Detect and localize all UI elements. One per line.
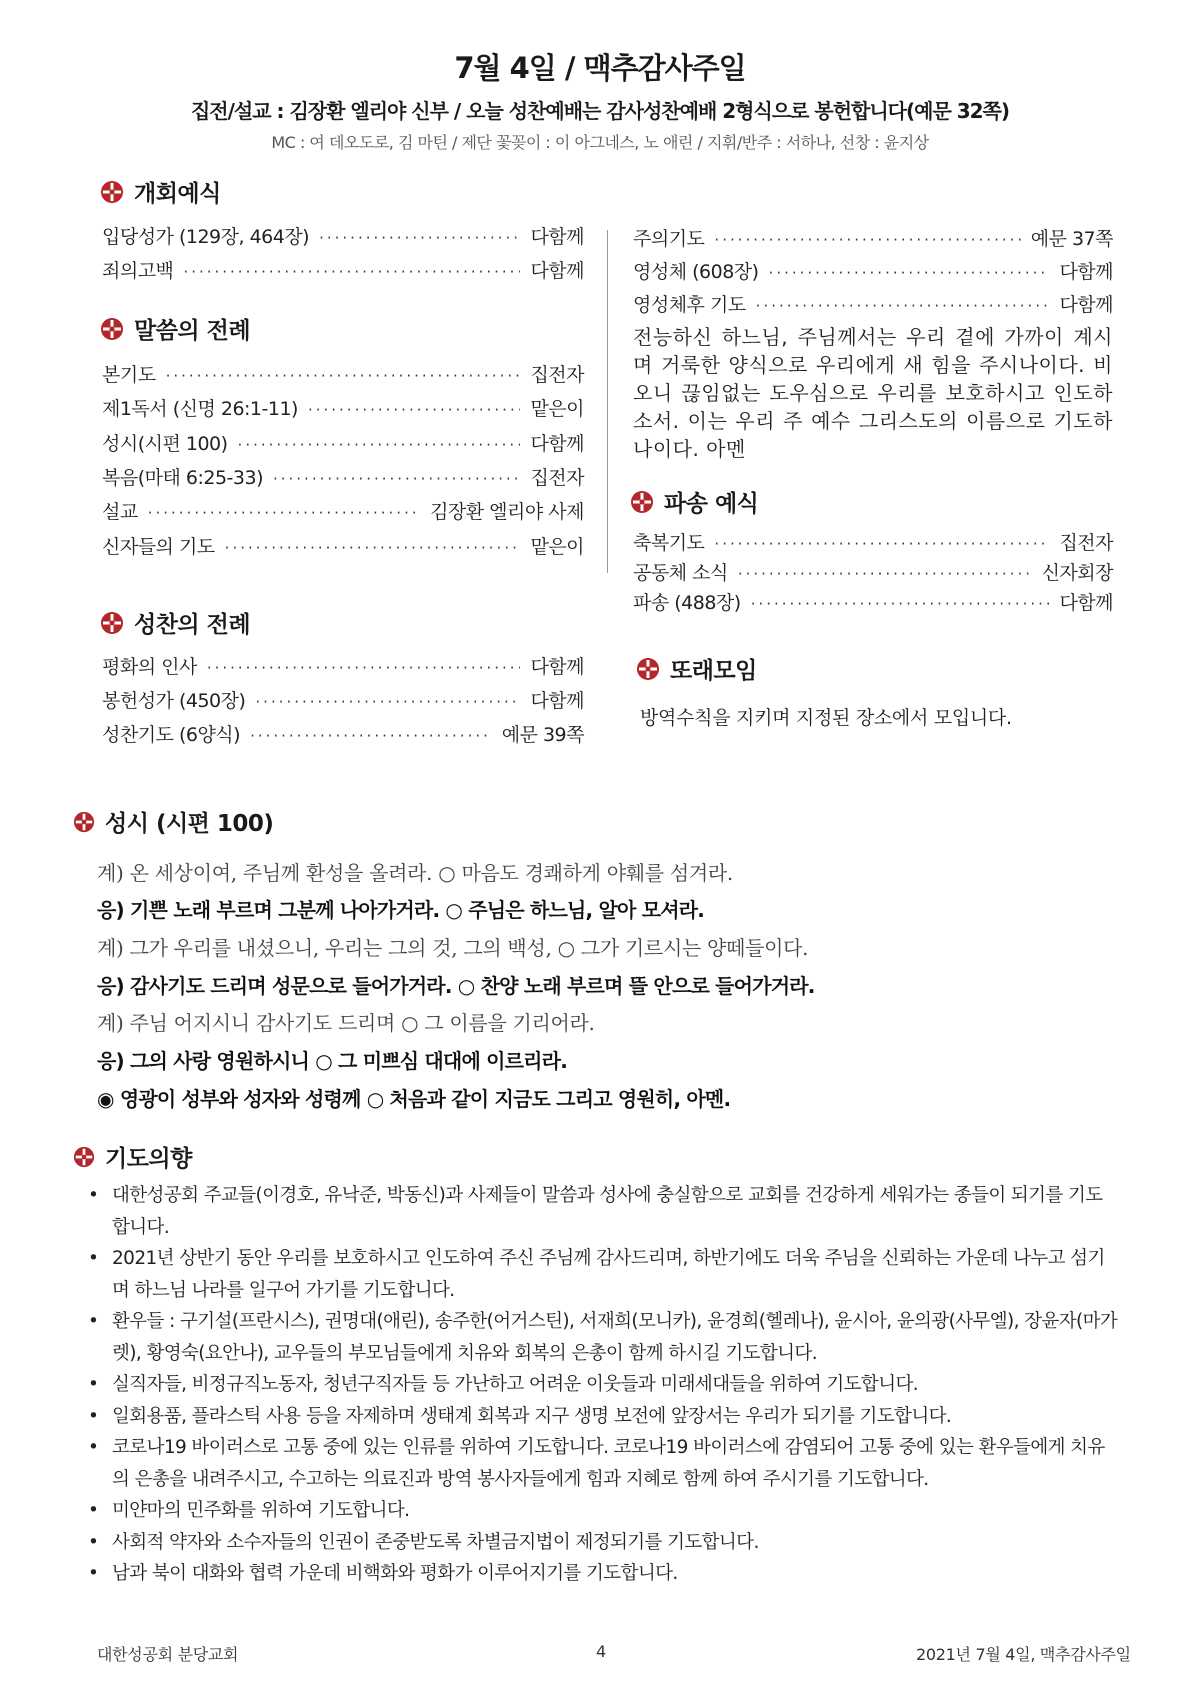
dot-leader bbox=[166, 367, 521, 385]
psalm-line: 응) 기쁜 노래 부르며 그분께 나아가거라. ○ 주님은 하느님, 알아 모셔라. bbox=[97, 898, 705, 922]
service-row bbox=[102, 686, 584, 713]
service-row bbox=[633, 257, 1113, 284]
service-row bbox=[102, 720, 584, 747]
row-item: 축복기도 bbox=[633, 532, 705, 554]
section-title: 성찬의 전례 bbox=[134, 612, 251, 638]
dot-leader bbox=[714, 231, 1020, 249]
section-word-heading bbox=[100, 312, 250, 345]
section-title: 말씀의 전례 bbox=[134, 318, 251, 344]
dot-leader bbox=[250, 727, 492, 745]
page-title: 7월 4일 / 맥추감사주일 bbox=[454, 51, 746, 85]
row-item: 죄의고백 bbox=[102, 260, 174, 282]
list-item: • 환우들 : 구기설(프란시스), 권명대(애린), 송주한(어거스틴), 서재희(모니카), 윤경희(헬레나), 윤시아, 윤의광(사무엘), 장윤자(마가렛), 황영숙(요안나), 교우들의 부모님들에게 치유와 회복의 은총이 함께 하시길 기도합니다. bbox=[88, 1306, 1118, 1369]
section-intentions-heading bbox=[73, 1140, 192, 1173]
row-item: 영성체후 기도 bbox=[633, 294, 746, 316]
dot-leader bbox=[769, 264, 1050, 282]
cross-icon bbox=[73, 811, 95, 833]
section-opening-heading bbox=[100, 175, 221, 208]
row-leader: 김장환 엘리야 사제 bbox=[430, 501, 584, 523]
list-item: • 코로나19 바이러스로 고통 중에 있는 인류를 위하여 기도합니다. 코로나19 바이러스에 감염되어 고통 중에 있는 환우들에게 치유의 은총을 내려주시고, 수고하는 의료진과 방역 봉사자들에게 힘과 지혜로 함께 하여 주시기를 기도합니다. bbox=[88, 1432, 1118, 1495]
row-item: 신자들의 기도 bbox=[102, 536, 215, 558]
row-item: 본기도 bbox=[102, 364, 156, 386]
row-item: 주의기도 bbox=[633, 228, 705, 250]
row-item: 설교 bbox=[102, 501, 138, 523]
row-item: 성찬기도 (6양식) bbox=[102, 724, 241, 746]
psalm-line: 계) 그가 우리를 내셨으니, 우리는 그의 것, 그의 백성, ○ 그가 기르시는 양떼들이다. bbox=[97, 936, 809, 960]
row-item: 입당성가 (129장, 464장) bbox=[102, 226, 310, 248]
service-row bbox=[633, 528, 1113, 555]
service-row bbox=[633, 558, 1113, 585]
column-divider bbox=[607, 230, 608, 573]
service-row bbox=[102, 497, 584, 524]
cross-icon bbox=[630, 490, 654, 514]
groups-notice: 방역수칙을 지키며 지정된 장소에서 모입니다. bbox=[640, 707, 1012, 729]
service-row bbox=[102, 463, 584, 490]
psalm-line: 응) 감사기도 드리며 성문으로 들어가거라. ○ 찬양 노래 부르며 뜰 안으로 들어가거라. bbox=[97, 974, 815, 998]
section-groups-heading bbox=[636, 652, 757, 685]
section-title: 성시 (시편 100) bbox=[105, 811, 274, 837]
ministers-line: MC : 여 데오도로, 김 마틴 / 제단 꽃꽂이 : 이 아그네스, 노 애린 / 지휘/반주 : 서하나, 선창 : 윤지상 bbox=[271, 133, 929, 152]
service-row bbox=[633, 588, 1113, 615]
section-title: 개회예식 bbox=[134, 181, 221, 207]
row-leader: 맡은이 bbox=[530, 398, 584, 420]
psalm-line: ◉ 영광이 성부와 성자와 성령께 ○ 처음과 같이 지금도 그리고 영원히, 아멘. bbox=[97, 1087, 731, 1111]
intentions-list bbox=[88, 1180, 1118, 1590]
section-dismissal-heading bbox=[630, 485, 758, 518]
list-item: • 실직자들, 비정규직노동자, 청년구직자들 등 가난하고 어려운 이웃들과 미래세대들을 위하여 기도합니다. bbox=[88, 1369, 1118, 1401]
psalm-line: 계) 온 세상이여, 주님께 환성을 올려라. ○ 마음도 경쾌하게 야훼를 섬겨라. bbox=[97, 861, 733, 885]
dot-leader bbox=[319, 229, 520, 247]
section-eucharist-heading bbox=[100, 606, 250, 639]
psalm-line: 응) 그의 사랑 영원하시니 ○ 그 미쁘심 대대에 이르리라. bbox=[97, 1049, 568, 1073]
row-item: 복음(마태 6:25-33) bbox=[102, 467, 263, 489]
cross-icon bbox=[636, 657, 660, 681]
row-leader: 신자회장 bbox=[1041, 562, 1113, 584]
dot-leader bbox=[273, 470, 520, 488]
row-leader: 다함께 bbox=[530, 656, 584, 678]
cross-icon bbox=[100, 317, 124, 341]
service-row bbox=[102, 652, 584, 679]
cross-icon bbox=[100, 180, 124, 204]
row-leader: 다함께 bbox=[1059, 261, 1113, 283]
dot-leader bbox=[714, 535, 1049, 553]
row-item: 파송 (488장) bbox=[633, 592, 741, 614]
row-leader: 다함께 bbox=[530, 260, 584, 282]
list-item: • 2021년 상반기 동안 우리를 보호하시고 인도하여 주신 주님께 감사드리며, 하반기에도 더욱 주님을 신뢰하는 가운데 나누고 섬기며 하느님 나라를 일구어 가기를 기도합니다. bbox=[88, 1243, 1118, 1306]
row-leader: 다함께 bbox=[1059, 294, 1113, 316]
psalm-line: 계) 주님 어지시니 감사기도 드리며 ○ 그 이름을 기리어라. bbox=[97, 1011, 595, 1035]
row-leader: 다함께 bbox=[530, 690, 584, 712]
dot-leader bbox=[148, 504, 420, 522]
row-leader: 예문 39쪽 bbox=[501, 724, 584, 746]
service-row bbox=[102, 429, 584, 456]
dot-leader bbox=[308, 401, 520, 419]
row-leader: 다함께 bbox=[530, 433, 584, 455]
list-item: • 일회용품, 플라스틱 사용 등을 자제하며 생태계 회복과 지구 생명 보전에 앞장서는 우리가 되기를 기도합니다. bbox=[88, 1401, 1118, 1433]
post-communion-prayer: 전능하신 하느님, 주님께서는 우리 곁에 가까이 계시며 거룩한 양식으로 우리에게 새 힘을 주시나이다. 비오니 끊임없는 도우심으로 우리를 보호하시고 인도하소서. 이는 우리 주 예수 그리스도의 이름으로 기도하나이다. 아멘 bbox=[633, 325, 1113, 461]
row-leader: 맡은이 bbox=[530, 536, 584, 558]
row-leader: 집전자 bbox=[1059, 532, 1113, 554]
row-item: 성시(시편 100) bbox=[102, 433, 228, 455]
dot-leader bbox=[756, 297, 1050, 315]
row-item: 공동체 소식 bbox=[633, 562, 728, 584]
dot-leader bbox=[207, 659, 521, 677]
cross-icon bbox=[73, 1146, 95, 1168]
row-item: 영성체 (608장) bbox=[633, 261, 759, 283]
dot-leader bbox=[738, 565, 1032, 583]
row-leader: 다함께 bbox=[1059, 592, 1113, 614]
dot-leader bbox=[238, 436, 521, 454]
cross-icon bbox=[100, 611, 124, 635]
row-item: 제1독서 (신명 26:1-11) bbox=[102, 398, 298, 420]
row-leader: 예문 37쪽 bbox=[1030, 228, 1113, 250]
service-row bbox=[102, 394, 584, 421]
list-item: • 미얀마의 민주화를 위하여 기도합니다. bbox=[88, 1495, 1118, 1527]
service-row bbox=[102, 256, 584, 283]
list-item: • 남과 북이 대화와 협력 가운데 비핵화와 평화가 이루어지기를 기도합니다. bbox=[88, 1558, 1118, 1590]
dot-leader bbox=[255, 693, 520, 711]
row-leader: 다함께 bbox=[530, 226, 584, 248]
service-row bbox=[633, 224, 1113, 251]
section-title: 파송 예식 bbox=[664, 491, 759, 517]
service-row bbox=[102, 360, 584, 387]
dot-leader bbox=[751, 595, 1050, 613]
section-title: 또래모임 bbox=[670, 658, 757, 684]
service-row bbox=[102, 532, 584, 559]
footer-church: 대한성공회 분당교회 bbox=[97, 1645, 239, 1664]
dot-leader bbox=[183, 263, 520, 281]
footer-date: 2021년 7월 4일, 맥추감사주일 bbox=[916, 1645, 1131, 1664]
row-item: 평화의 인사 bbox=[102, 656, 197, 678]
row-item: 봉헌성가 (450장) bbox=[102, 690, 246, 712]
footer-page-number: 4 bbox=[596, 1642, 606, 1661]
list-item: • 사회적 약자와 소수자들의 인권이 존중받도록 차별금지법이 제정되기를 기도합니다. bbox=[88, 1527, 1118, 1559]
section-psalm-heading bbox=[73, 805, 273, 838]
service-row bbox=[633, 290, 1113, 317]
section-title: 기도의향 bbox=[105, 1146, 192, 1172]
row-leader: 집전자 bbox=[530, 467, 584, 489]
row-leader: 집전자 bbox=[530, 364, 584, 386]
page-subtitle: 집전/설교 : 김장환 엘리야 신부 / 오늘 성찬예배는 감사성찬예배 2형식으로 봉헌합니다(예문 32쪽) bbox=[190, 99, 1010, 123]
dot-leader bbox=[225, 539, 521, 557]
list-item: • 대한성공회 주교들(이경호, 유낙준, 박동신)과 사제들이 말씀과 성사에 충실함으로 교회를 건강하게 세워가는 종들이 되기를 기도합니다. bbox=[88, 1180, 1118, 1243]
service-row bbox=[102, 222, 584, 249]
